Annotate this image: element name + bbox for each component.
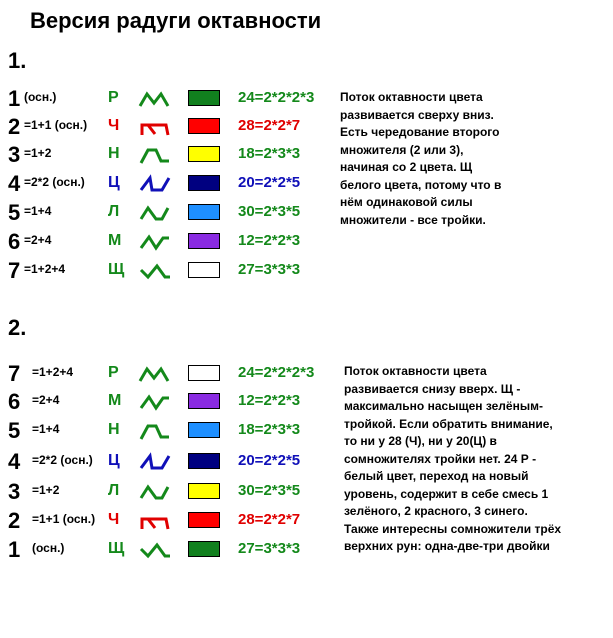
section-note: Поток октавности цвета развивается снизу вверх. Щ - максимально насыщен зелёным-тройкой. Если обратить внимание, то ни у 28 (Ч), ни у 20(Ц) в сомножителях тройки нет. 24 Р - белый цвет, переход на новый уровень, содержит в себе смесь 1 зелёного, 2 красного, 3 синего. Также интересны сомножители трёх верхних рун: одна-две-три двойки [344,364,562,553]
color-swatch [188,422,220,438]
rune-letter: Л [108,203,120,220]
row-formula: =1+2+4 [24,262,66,276]
factor-product: 24=2*2*2*3 [238,364,315,381]
color-swatch [188,393,220,409]
section-label: 2. [8,315,27,340]
octave-row [0,170,340,198]
rune-n-icon [138,421,172,441]
row-formula: =1+4 [24,204,52,218]
factor-product: 28=2*2*7 [238,117,301,134]
row-formula: =1+1 (осн.) [24,118,88,132]
rune-l-icon [138,482,172,502]
rune-letter: Н [108,421,120,438]
rune-letter: Ц [108,174,120,191]
row-formula: =1+2+4 [32,365,74,379]
color-swatch [188,365,220,381]
row-formula: =2+4 [32,393,60,407]
color-swatch [188,233,220,249]
color-swatch [188,512,220,528]
rune-r-icon [138,364,172,384]
row-number: 3 [8,142,21,167]
octave-row [0,113,340,141]
rune-letter: Щ [108,261,125,278]
color-swatch [188,146,220,162]
color-swatch [188,541,220,557]
rune-letter: Л [108,482,120,499]
rune-letter: М [108,392,122,409]
rune-sch-icon [138,540,172,560]
color-swatch [188,118,220,134]
rune-letter: Р [108,89,119,106]
factor-product: 27=3*3*3 [238,540,301,557]
color-swatch [188,453,220,469]
rune-letter: Ч [108,117,120,134]
row-formula: =1+1 (осн.) [32,512,96,526]
factor-product: 30=2*3*5 [238,482,301,499]
octave-row [0,507,340,535]
factor-product: 24=2*2*2*3 [238,89,315,106]
octave-row [0,257,340,285]
row-number: 5 [8,418,21,443]
rune-letter: Н [108,145,120,162]
rune-letter: Р [108,364,119,381]
rune-letter: Ч [108,511,120,528]
row-formula: =1+4 [32,422,60,436]
octave-row [0,448,340,476]
rune-ts-icon [138,174,172,194]
factor-product: 18=2*3*3 [238,145,301,162]
rune-letter: М [108,232,122,249]
rune-letter: Ц [108,452,120,469]
rune-n-icon [138,145,172,165]
row-number: 6 [8,229,21,254]
row-number: 2 [8,508,21,533]
rune-m-icon [138,232,172,252]
section-label: 1. [8,48,27,73]
octave-row [0,85,340,113]
color-swatch [188,175,220,191]
row-number: 7 [8,361,21,386]
row-number: 1 [8,86,21,111]
octave-row [0,141,340,169]
color-swatch [188,90,220,106]
color-swatch [188,262,220,278]
section-note: Поток октавности цвета развивается сверху вниз. Есть чередование второго множителя (2 или 3), начиная со 2 цвета. Щ белого цвета, потому что в нём одинаковой силы множители - все тройки. [340,90,502,227]
factor-product: 18=2*3*3 [238,421,301,438]
rune-letter: Щ [108,540,125,557]
octave-row [0,199,340,227]
rune-r-icon [138,89,172,109]
color-swatch [188,483,220,499]
rune-m-icon [138,392,172,412]
rune-l-icon [138,203,172,223]
color-swatch [188,204,220,220]
row-number: 3 [8,479,21,504]
factor-product: 12=2*2*3 [238,232,301,249]
page-title: Версия радуги октавности [30,8,322,33]
octave-row [0,228,340,256]
row-formula: (осн.) [32,541,65,555]
factor-product: 20=2*2*5 [238,174,301,191]
rune-ch-icon [138,511,172,531]
row-number: 5 [8,200,21,225]
row-number: 6 [8,389,21,414]
row-number: 4 [8,449,21,474]
row-formula: =2*2 (осн.) [24,175,85,189]
row-number: 1 [8,537,21,562]
octave-row [0,478,340,506]
rune-sch-icon [138,261,172,281]
octave-row [0,388,340,416]
row-formula: =1+2 [32,483,60,497]
factor-product: 27=3*3*3 [238,261,301,278]
row-number: 4 [8,171,21,196]
factor-product: 12=2*2*3 [238,392,301,409]
octave-row [0,536,340,564]
factor-product: 20=2*2*5 [238,452,301,469]
factor-product: 28=2*2*7 [238,511,301,528]
factor-product: 30=2*3*5 [238,203,301,220]
rune-ts-icon [138,452,172,472]
row-formula: =2+4 [24,233,52,247]
octave-row [0,417,340,445]
row-formula: =1+2 [24,146,52,160]
octave-row [0,360,340,388]
row-number: 7 [8,258,21,283]
row-formula: (осн.) [24,90,57,104]
rune-ch-icon [138,117,172,137]
row-formula: =2*2 (осн.) [32,453,93,467]
row-number: 2 [8,114,21,139]
